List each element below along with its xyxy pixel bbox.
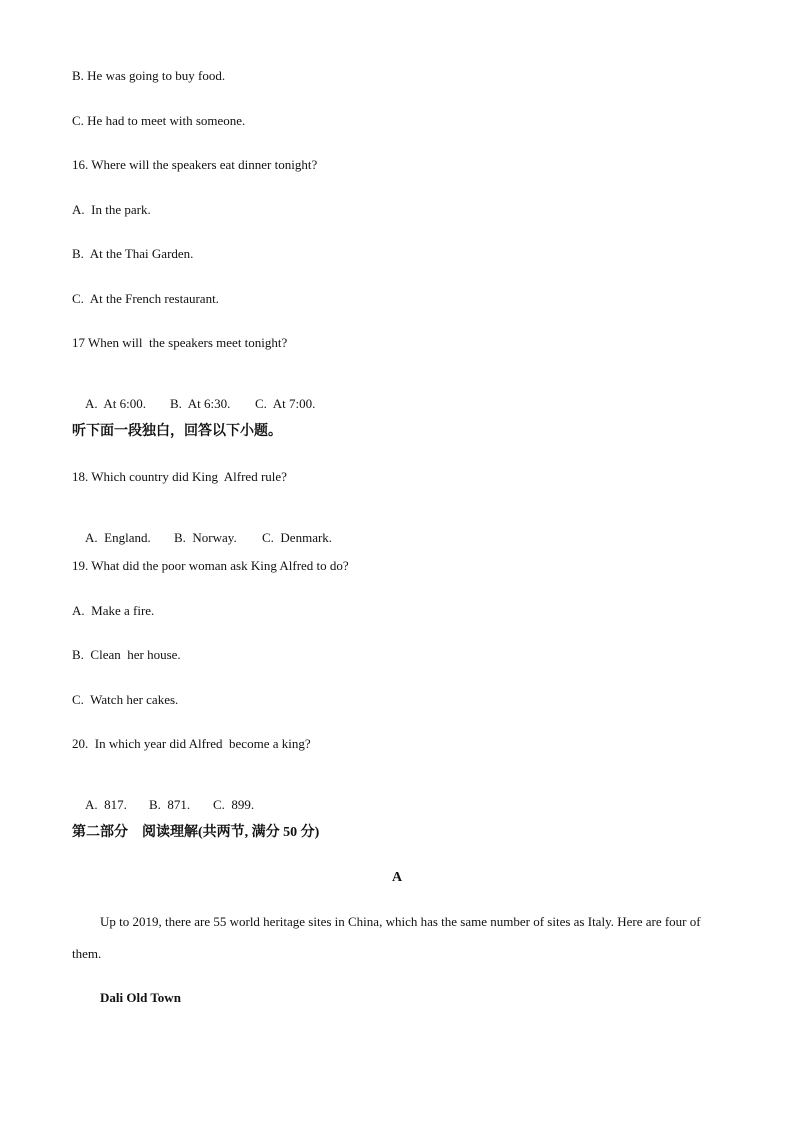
q15-option-b: B. He was going to buy food. bbox=[72, 68, 226, 83]
section-instruction-monologue: 听下面一段独白，回答以下小题。 bbox=[72, 424, 282, 439]
passage-label: A bbox=[391, 870, 403, 885]
q16-option-b: B. At the Thai Garden. bbox=[72, 246, 194, 261]
question-17: 17 When will the speakers meet tonight? bbox=[72, 335, 288, 350]
q19-option-c: C. Watch her cakes. bbox=[72, 692, 179, 707]
q17-option-a: A. At 6:00. bbox=[85, 396, 147, 411]
q18-options bbox=[72, 514, 332, 562]
q17-options bbox=[72, 380, 315, 428]
question-19: 19. What did the poor woman ask King Alfred to do? bbox=[72, 558, 349, 573]
intro-paragraph: Up to 2019, there are 55 world heritage sites in China, which has the same number of sites as Italy. Here are four of them. bbox=[72, 914, 701, 961]
question-18: 18. Which country did King Alfred rule? bbox=[72, 469, 287, 484]
subheading-dali-old-town: Dali Old Town bbox=[100, 990, 181, 1005]
q17-option-b: B. At 6:30. bbox=[170, 396, 231, 411]
part-two-heading: 第二部分 阅读理解(共两节, 满分 50 分) bbox=[72, 825, 320, 840]
q18-option-b: B. Norway. bbox=[174, 530, 237, 545]
q20-options bbox=[72, 781, 254, 829]
q20-option-a: A. 817. bbox=[85, 797, 127, 812]
q18-option-c: C. Denmark. bbox=[262, 530, 333, 545]
q16-option-a: A. In the park. bbox=[72, 202, 151, 217]
q19-option-b: B. Clean her house. bbox=[72, 647, 181, 662]
question-16: 16. Where will the speakers eat dinner tonight? bbox=[72, 157, 318, 172]
q20-option-b: B. 871. bbox=[149, 797, 191, 812]
q17-option-c: C. At 7:00. bbox=[255, 396, 316, 411]
q18-option-a: A. England. bbox=[85, 530, 151, 545]
q20-option-c: C. 899. bbox=[213, 797, 255, 812]
q15-option-c: C. He had to meet with someone. bbox=[72, 113, 246, 128]
q19-option-a: A. Make a fire. bbox=[72, 603, 155, 618]
question-20: 20. In which year did Alfred become a king? bbox=[72, 736, 311, 751]
q16-option-c: C. At the French restaurant. bbox=[72, 291, 219, 306]
